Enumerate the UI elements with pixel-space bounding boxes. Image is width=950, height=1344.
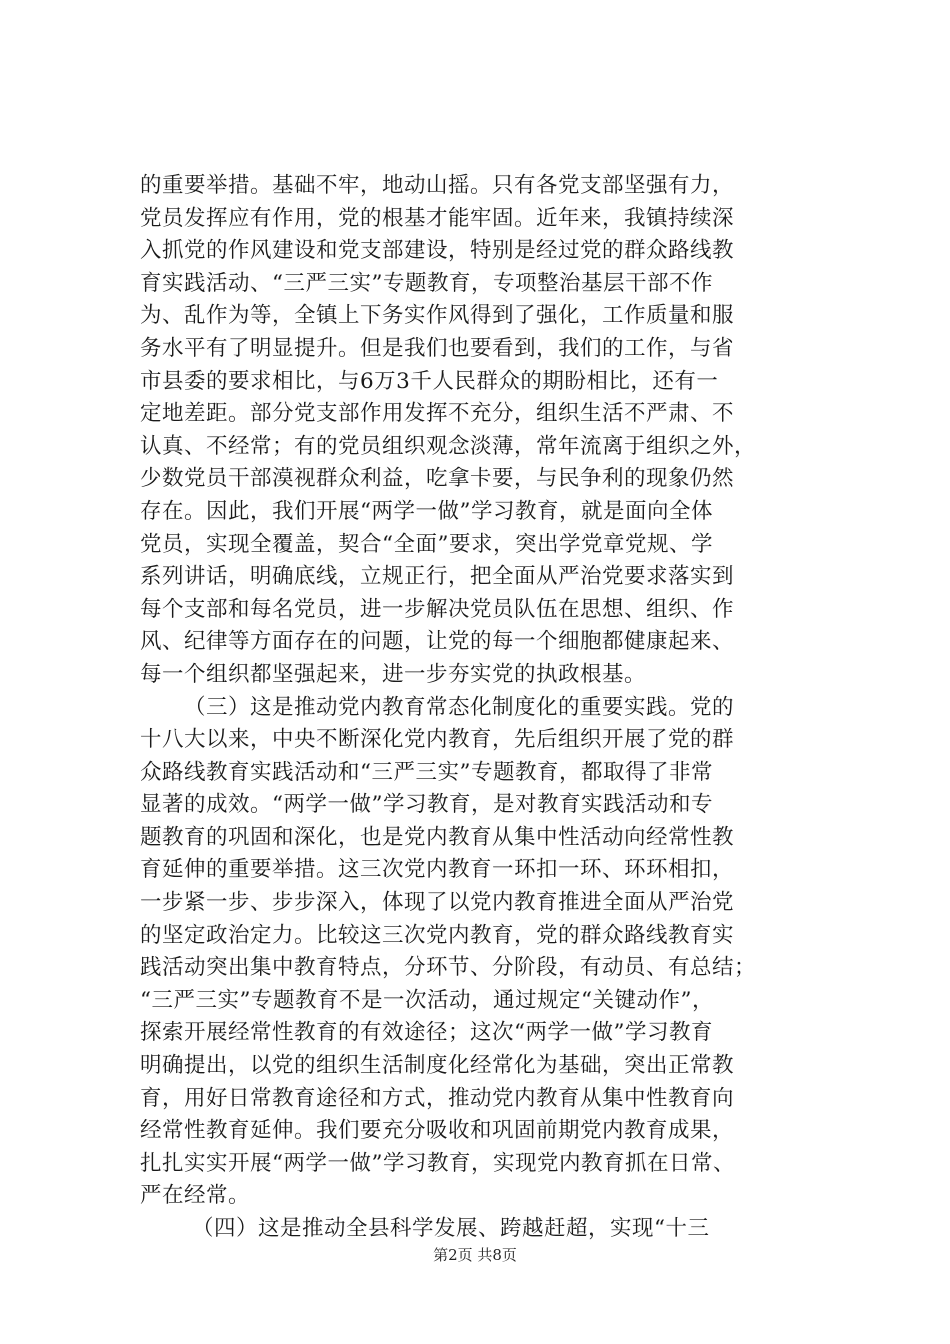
text-line: 十八大以来，中央不断深化党内教育，先后组织开展了党的群	[140, 727, 735, 753]
text-line: 入抓党的作风建设和党支部建设，特别是经过党的群众路线教	[140, 238, 735, 264]
section-heading-3: （三）这是推动党内教育常态化制度化的重要实践。党的	[184, 694, 735, 720]
text-line: 严在经常。	[140, 1183, 251, 1209]
text-line: 每一个组织都坚强起来，进一步夯实党的执政根基。	[140, 661, 647, 687]
text-line: 经常性教育延伸。我们要充分吸收和巩固前期党内教育成果，	[140, 1118, 735, 1144]
text-line: 系列讲话，明确底线，立规正行，把全面从严治党要求落实到	[140, 564, 735, 590]
text-line: 为、乱作为等，全镇上下务实作风得到了强化，工作质量和服	[140, 303, 735, 329]
text-line: 市县委的要求相比，与6万3千人民群众的期盼相比，还有一	[140, 368, 719, 394]
text-line: 扎扎实实开展“两学一做”学习教育，实现党内教育抓在日常、	[140, 1150, 735, 1176]
page-footer: 第2页 共8页	[433, 1246, 517, 1264]
text-line: 一步紧一步、步步深入，体现了以党内教育推进全面从严治党	[140, 890, 735, 916]
text-line: 探索开展经常性教育的有效途径；这次“两学一做”学习教育	[140, 1020, 713, 1046]
text-line: 党员，实现全覆盖，契合“全面”要求，突出学党章党规、学	[140, 531, 713, 557]
body-text	[140, 170, 840, 1246]
text-line: 定地差距。部分党支部作用发挥不充分，组织生活不严肃、不	[140, 401, 735, 427]
text-line: 明确提出，以党的组织生活制度化经常化为基础，突出正常教	[140, 1053, 735, 1079]
text-line: 题教育的巩固和深化，也是党内教育从集中性活动向经常性教	[140, 824, 735, 850]
text-line: 显著的成效。“两学一做”学习教育，是对教育实践活动和专	[140, 792, 713, 818]
text-line: 育，用好日常教育途径和方式，推动党内教育从集中性教育向	[140, 1085, 735, 1111]
text-line: 的坚定政治定力。比较这三次党内教育，党的群众路线教育实	[140, 922, 735, 948]
text-line: 的重要举措。基础不牢，地动山摇。只有各党支部坚强有力，	[140, 173, 735, 198]
text-line: 存在。因此，我们开展“两学一做”学习教育，就是面向全体	[140, 498, 713, 524]
text-line: 务水平有了明显提升。但是我们也要看到，我们的工作，与省	[140, 335, 735, 361]
text-line: 认真、不经常；有的党员组织观念淡薄，常年流离于组织之外，	[140, 433, 757, 459]
text-line: 众路线教育实践活动和“三严三实”专题教育，都取得了非常	[140, 759, 713, 785]
text-line: 践活动突出集中教育特点，分环节、分阶段，有动员、有总结；	[140, 955, 757, 981]
text-line: “三严三实”专题教育不是一次活动，通过规定“关键动作”，	[140, 987, 714, 1013]
text-line: 少数党员干部漠视群众利益，吃拿卡要，与民争利的现象仍然	[140, 466, 735, 492]
text-line: 党员发挥应有作用，党的根基才能牢固。近年来，我镇持续深	[140, 205, 735, 231]
section-heading-4: （四）这是推动全县科学发展、跨越赶超，实现“十三	[192, 1216, 710, 1241]
text-line: 育延伸的重要举措。这三次党内教育一环扣一环、环环相扣，	[140, 857, 735, 883]
text-line: 育实践活动、“三严三实”专题教育，专项整治基层干部不作	[140, 270, 713, 296]
text-line: 风、纪律等方面存在的问题，让党的每一个细胞都健康起来、	[140, 629, 735, 655]
text-line: 每个支部和每名党员，进一步解决党员队伍在思想、组织、作	[140, 596, 735, 622]
